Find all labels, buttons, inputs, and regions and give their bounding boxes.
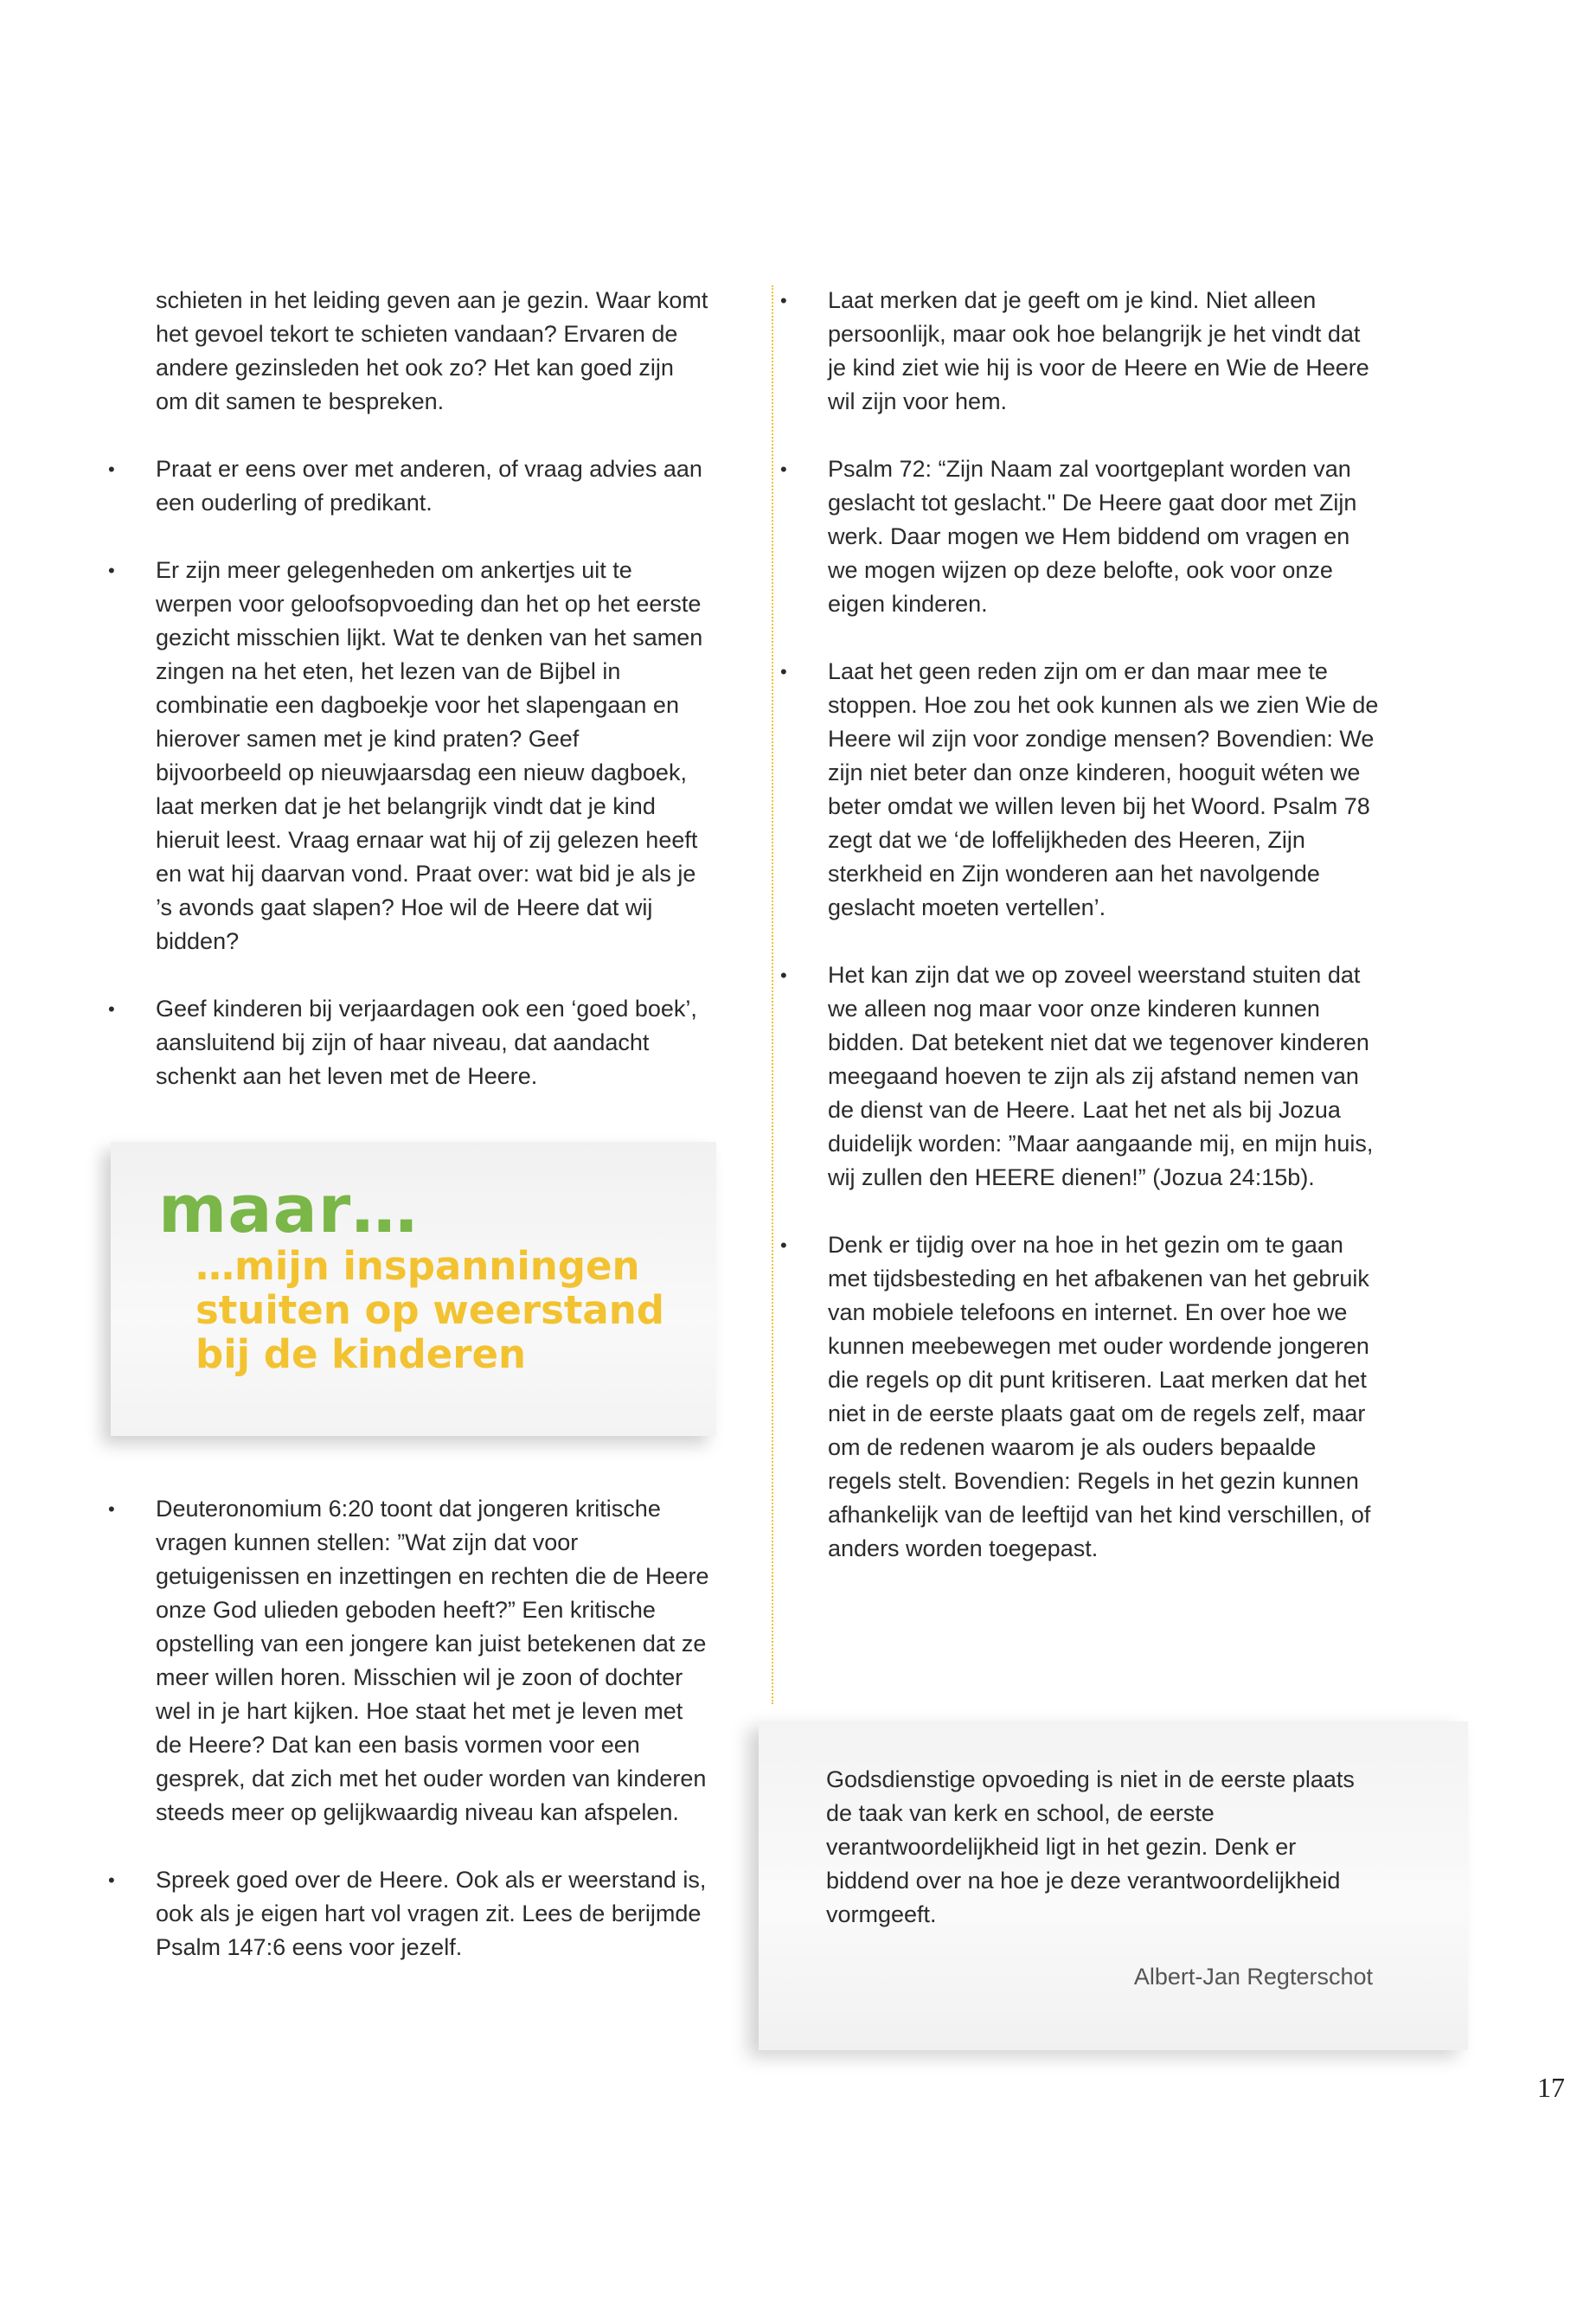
bullet-icon: • bbox=[780, 965, 787, 986]
quote-text: Godsdienstige opvoeding is niet in de eerste plaats de taak van kerk en school, de eerste verantwoordelijkheid ligt in het gezin. Denk er biddend over na hoe je deze verantwoordelijkheid vormgeeft. bbox=[826, 1766, 1355, 1927]
list-item: • Laat het geen reden zijn om er dan maar mee te stoppen. Hoe zou het ook kunnen als we zien Wie de Heere wil zijn voor zondige mensen? Bovendien: We zijn niet beter dan onze kinderen, hooguit wéten we beter omdat we willen leven bij het Woord. Psalm 78 zegt dat we ‘de loffelijkheden des Heeren, Zijn sterkheid en Zijn wonderen aan het navolgende geslacht moeten vertellen’. bbox=[828, 655, 1381, 925]
list-item: • Er zijn meer gelegenheden om ankertjes uit te werpen voor geloofsopvoeding dan het op het eerste gezicht misschien lijkt. Wat te denken van het samen zingen na het eten, het lezen van de Bijbel in combinatie een dagboekje voor het slapengaan en hierover samen met je kind praten? Geef bijvoorbeeld op nieuwjaarsdag een nieuw dagboek, laat merken dat je het belangrijk vindt dat je kind hieruit leest. Vraag ernaar wat hij of zij gelezen heeft en wat hij daarvan vond. Praat over: wat bid je als je ’s avonds gaat slapen? Hoe wil de Heere dat wij bidden? bbox=[156, 554, 709, 958]
quote-author: Albert-Jan Regterschot bbox=[1133, 1964, 1373, 1990]
bullet-icon: • bbox=[108, 458, 115, 480]
list-item: • Geef kinderen bij verjaardagen ook een ‘goed boek’, aansluitend bij zijn of haar niveau, dat aandacht schenkt aan het leven met de Heere. bbox=[156, 992, 709, 1093]
bullet-icon: • bbox=[780, 290, 787, 311]
list-item: • Spreek goed over de Heere. Ook als er weerstand is, ook als je eigen hart vol vragen zit. Lees de berijmde Psalm 147:6 eens voor jezelf. bbox=[156, 1863, 709, 1965]
bullet-icon: • bbox=[108, 560, 115, 581]
right-column bbox=[780, 284, 1381, 1566]
left-column-bottom bbox=[108, 1492, 709, 1965]
bullet-icon: • bbox=[108, 1869, 115, 1891]
column-divider bbox=[772, 285, 773, 1704]
callout-box bbox=[111, 1142, 716, 1436]
left-column bbox=[108, 284, 709, 1093]
bullet-icon: • bbox=[780, 661, 787, 683]
list-item: • Praat er eens over met anderen, of vraag advies aan een ouderling of predikant. bbox=[156, 452, 709, 520]
callout-subheading: …mijn inspanningen stuiten op weerstand bij de kinderen bbox=[195, 1243, 664, 1377]
bullet-icon: • bbox=[780, 458, 787, 480]
bullet-icon: • bbox=[108, 1498, 115, 1520]
page-number: 17 bbox=[1537, 2072, 1565, 2103]
bullet-icon: • bbox=[780, 1234, 787, 1256]
list-item: • Laat merken dat je geeft om je kind. Niet alleen persoonlijk, maar ook hoe belangrijk je het vindt dat je kind ziet wie hij is voor de Heere en Wie de Heere wil zijn voor hem. bbox=[828, 284, 1381, 419]
quote-box bbox=[759, 1721, 1468, 2050]
callout-heading: maar… bbox=[158, 1170, 419, 1247]
list-item: • Psalm 72: “Zijn Naam zal voortgeplant worden van geslacht tot geslacht." De Heere gaat door met Zijn werk. Daar mogen we Hem biddend om vragen en we mogen wijzen op deze belofte, ook voor onze eigen kinderen. bbox=[828, 452, 1381, 621]
list-item: • Deuteronomium 6:20 toont dat jongeren kritische vragen kunnen stellen: ”Wat zijn dat voor getuigenissen en inzettingen en rechten die de Heere onze God ulieden geboden heeft?” Een kritische opstelling van een jongere kan juist betekenen dat ze meer willen horen. Misschien wil je zoon of dochter wel in je hart kijken. Hoe staat het met je leven met de Heere? Dat kan een basis vormen voor een gesprek, dat zich met het ouder worden van kinderen steeds meer op gelijkwaardig niveau kan afspelen. bbox=[156, 1492, 709, 1830]
bullet-icon: • bbox=[108, 998, 115, 1020]
list-item: • Denk er tijdig over na hoe in het gezin om te gaan met tijdsbesteding en het afbakenen van het gebruik van mobiele telefoons en internet. En over hoe we kunnen meebewegen met ouder wordende jongeren die regels op dit punt kritiseren. Laat merken dat het niet in de eerste plaats gaat om de regels zelf, maar om de redenen waarom je als ouders bepaalde regels stelt. Bovendien: Regels in het gezin kunnen afhankelijk van de leeftijd van het kind verschillen, of anders worden toegepast. bbox=[828, 1228, 1381, 1566]
intro-paragraph: schieten in het leiding geven aan je gezin. Waar komt het gevoel tekort te schieten vandaan? Ervaren de andere gezinsleden het ook zo? Het kan goed zijn om dit samen te bespreken. bbox=[156, 287, 708, 414]
list-item: • Het kan zijn dat we op zoveel weerstand stuiten dat we alleen nog maar voor onze kinderen kunnen bidden. Dat betekent niet dat we tegenover kinderen meegaand hoeven te zijn als zij afstand nemen van de dienst van de Heere. Laat het net als bij Jozua duidelijk worden: ”Maar aangaande mij, en mijn huis, wij zullen den HEERE dienen!” (Jozua 24:15b). bbox=[828, 958, 1381, 1195]
